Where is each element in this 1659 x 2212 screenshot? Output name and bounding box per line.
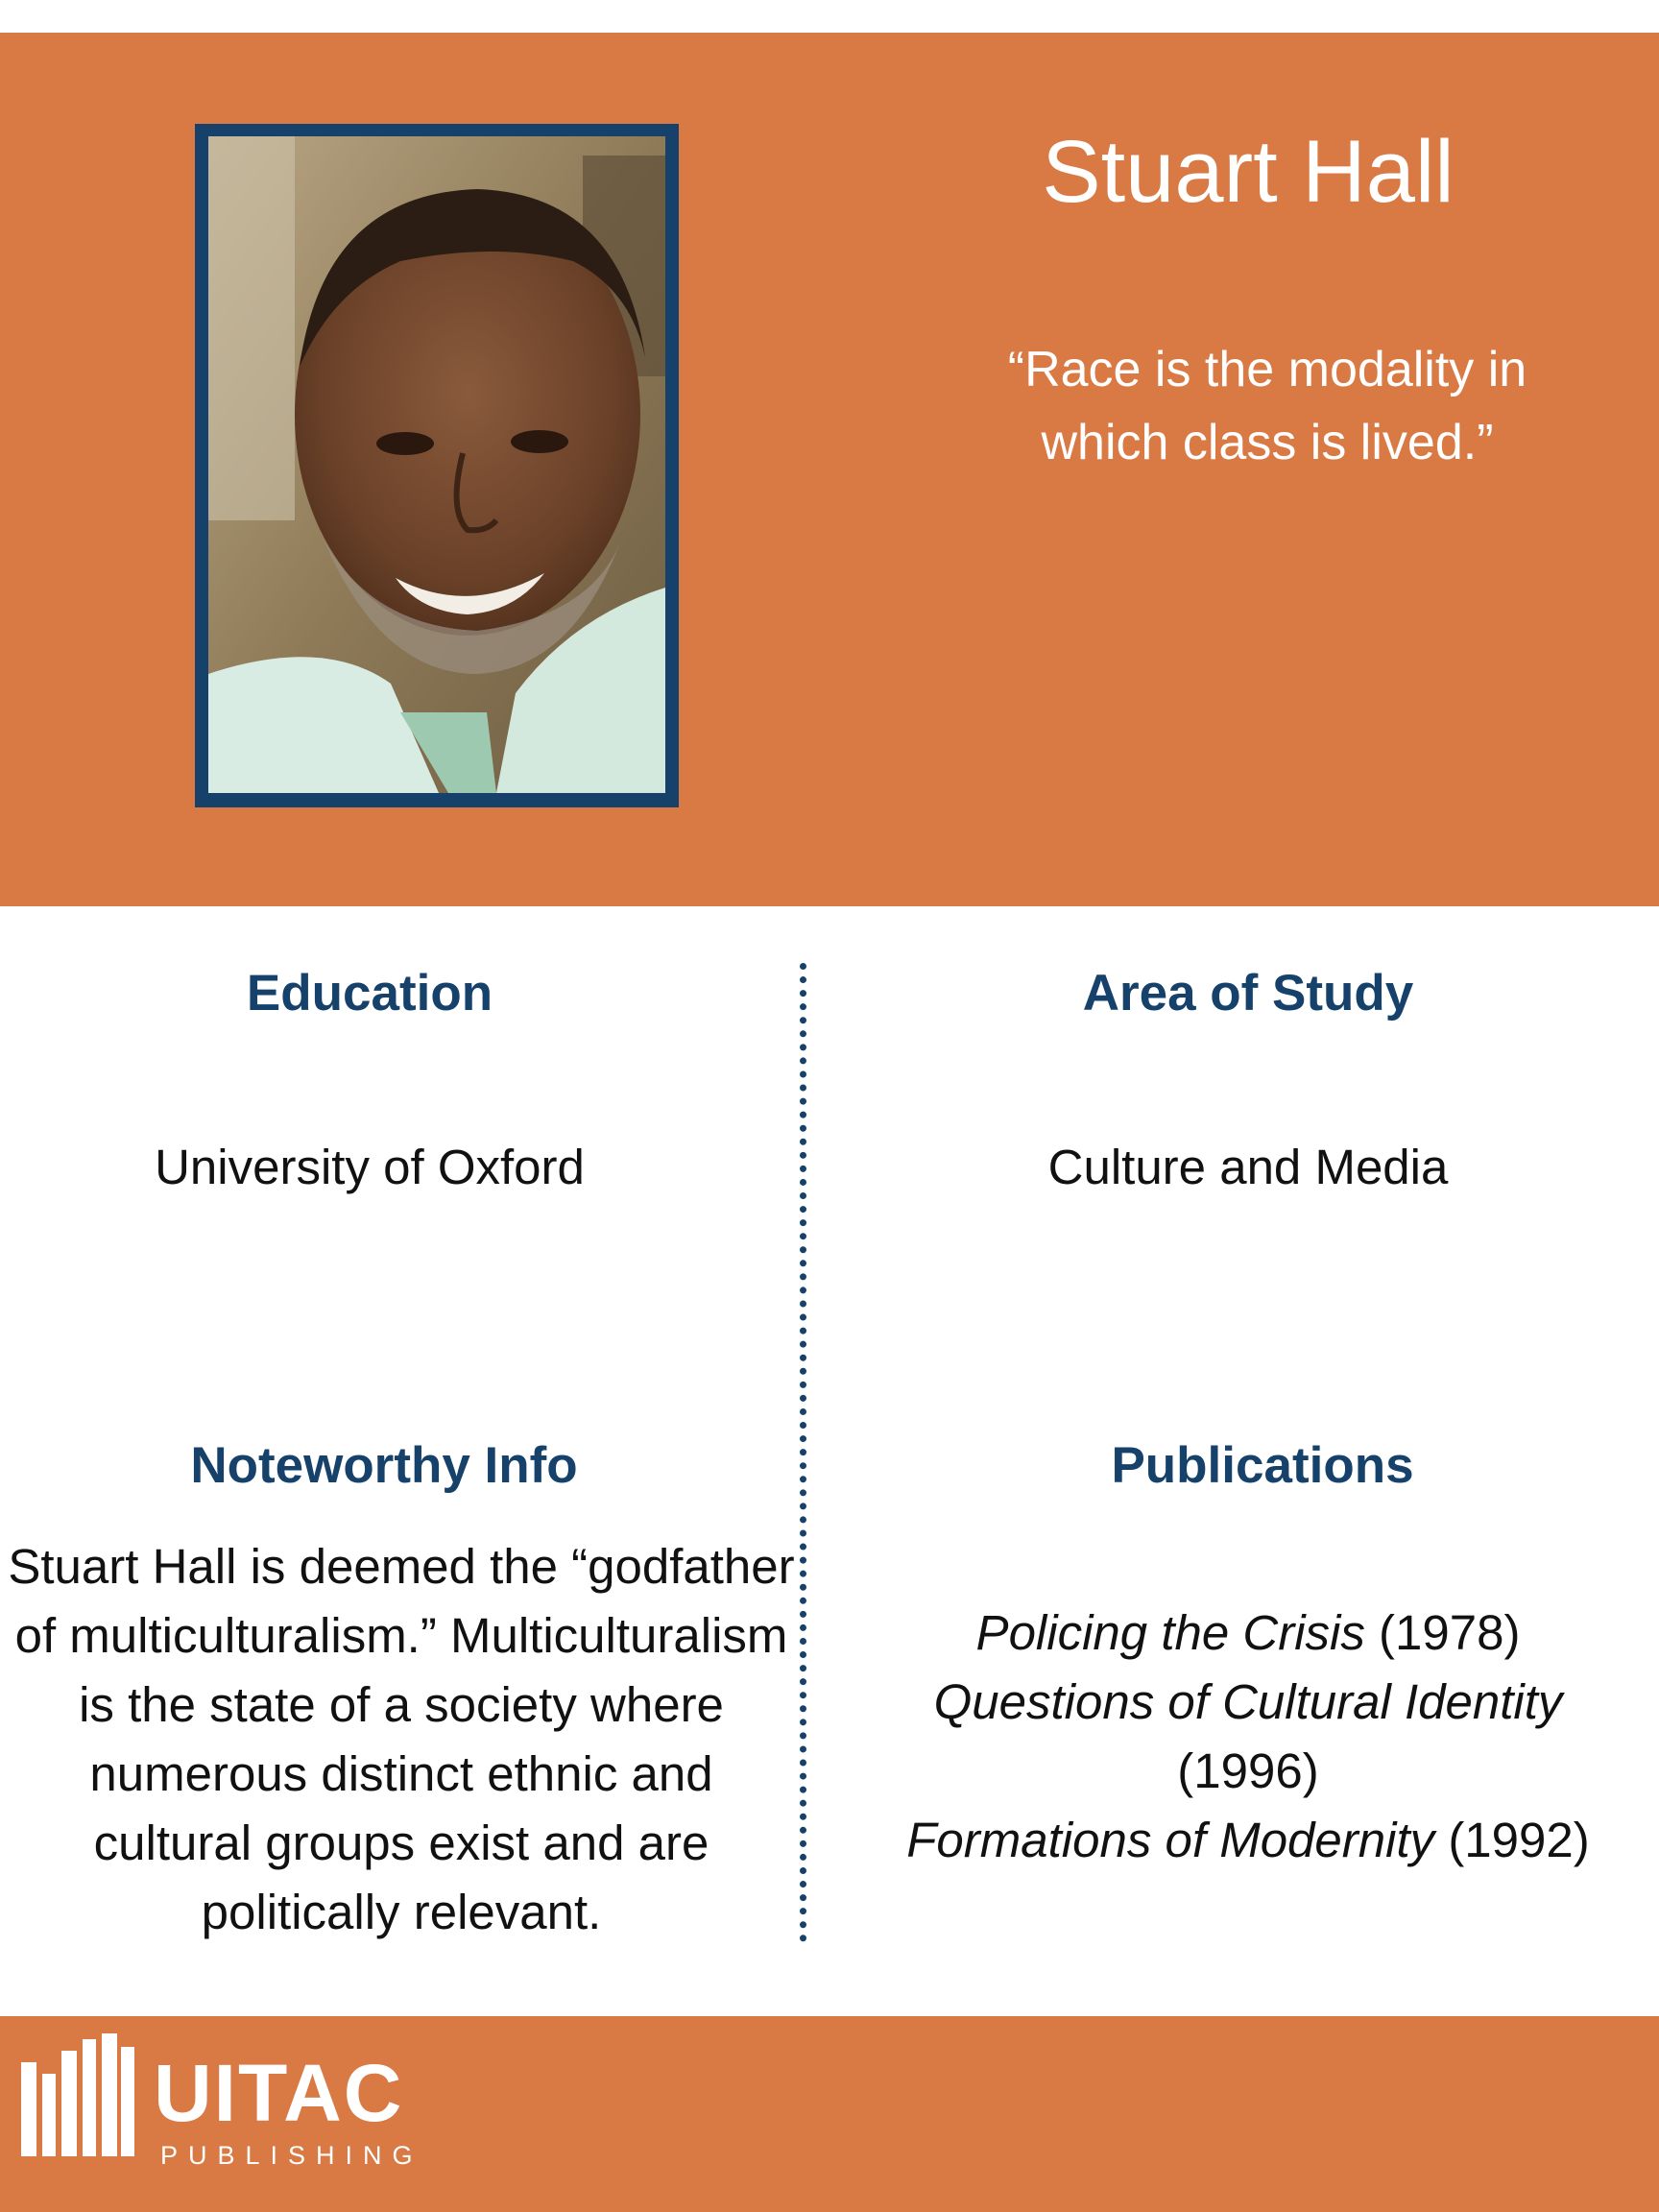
education-heading: Education (246, 965, 493, 1022)
publication-item (845, 1806, 1651, 1875)
area-of-study-heading: Area of Study (1082, 965, 1414, 1022)
publication-title: Formations of Modernity (906, 1813, 1435, 1867)
publication-title: Questions of Cultural Identity (933, 1674, 1563, 1729)
person-name: Stuart Hall (1042, 123, 1455, 221)
publications-heading: Publications (1111, 1437, 1414, 1494)
publication-year: (1996) (1177, 1743, 1319, 1798)
publication-year: (1978) (1379, 1605, 1521, 1660)
publisher-logo-wordmark: UITAC (154, 2048, 404, 2138)
books-logo-icon (21, 2033, 134, 2156)
portrait-frame (195, 124, 679, 807)
noteworthy-heading: Noteworthy Info (190, 1437, 578, 1494)
column-divider (800, 963, 806, 1942)
education-value: University of Oxford (155, 1140, 585, 1194)
publisher-logo-subtitle: PUBLISHING (160, 2141, 423, 2170)
person-quote: “Race is the modality in which class is lived.” (1007, 342, 1527, 470)
publications-list (845, 1599, 1651, 1875)
publication-item (845, 1599, 1651, 1668)
noteworthy-text: Stuart Hall is deemed the “godfather of multiculturalism.” Multiculturalism is the state of a society where numerous distinct ethnic and cultural groups exist and are politically relevant. (8, 1539, 795, 1939)
portrait-photo (208, 136, 665, 793)
area-of-study-value: Culture and Media (1047, 1140, 1449, 1194)
publication-year: (1992) (1448, 1813, 1590, 1867)
publication-title: Policing the Crisis (975, 1605, 1365, 1660)
publication-item (845, 1668, 1651, 1737)
